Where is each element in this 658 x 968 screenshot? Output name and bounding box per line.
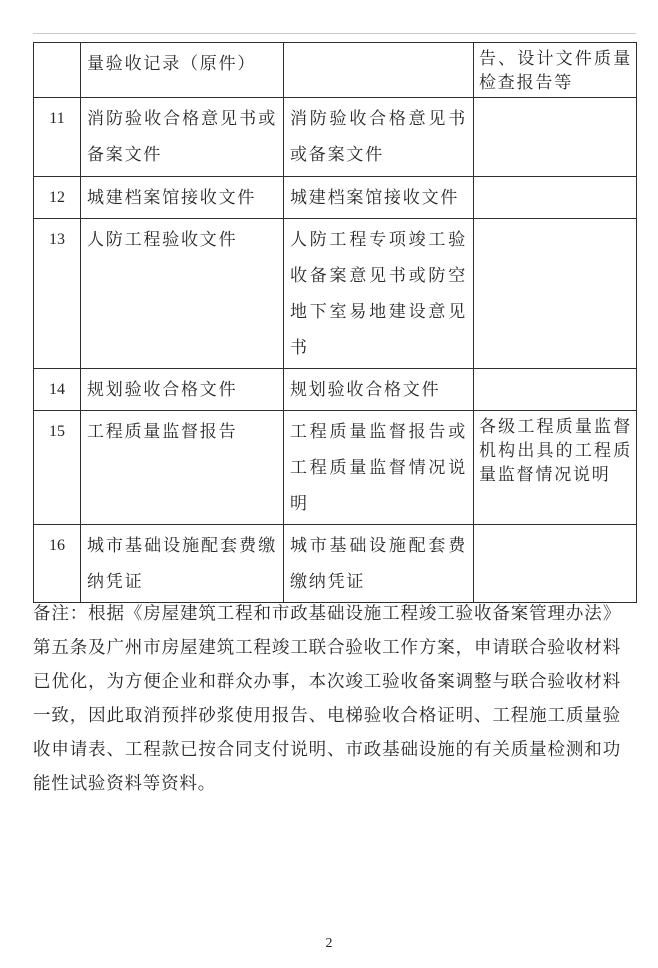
table-row — [34, 369, 637, 411]
material-name-cell: 城建档案馆接收文件 — [81, 177, 284, 219]
adjusted-material-cell — [284, 43, 474, 98]
row-number-cell: 11 — [34, 98, 81, 177]
remark-cell: 告、设计文件质量检查报告等 — [474, 43, 637, 98]
row-number-cell: 15 — [34, 411, 81, 525]
remark-cell: 各级工程质量监督机构出具的工程质量监督情况说明 — [474, 411, 637, 525]
adjusted-material-cell: 城市基础设施配套费缴纳凭证 — [284, 525, 474, 603]
materials-table — [33, 42, 637, 603]
material-name-cell: 量验收记录（原件） — [81, 43, 284, 98]
table-row — [34, 98, 637, 177]
remark-cell — [474, 98, 637, 177]
adjusted-material-cell: 工程质量监督报告或工程质量监督情况说明 — [284, 411, 474, 525]
material-name-cell: 消防验收合格意见书或备案文件 — [81, 98, 284, 177]
table-row — [34, 219, 637, 369]
table-row — [34, 43, 637, 98]
row-number-cell: 12 — [34, 177, 81, 219]
row-number-cell — [34, 43, 81, 98]
page-break-line — [33, 33, 636, 34]
table-row — [34, 177, 637, 219]
material-name-cell: 人防工程验收文件 — [81, 219, 284, 369]
row-number-cell: 14 — [34, 369, 81, 411]
material-name-cell: 规划验收合格文件 — [81, 369, 284, 411]
note-paragraph: 备注：根据《房屋建筑工程和市政基础设施工程竣工验收备案管理办法》第五条及广州市房屋建筑工程竣工联合验收工作方案，申请联合验收材料已优化，为方便企业和群众办事，本次竣工验收备案调整与联合验收材料一致，因此取消预拌砂浆使用报告、电梯验收合格证明、工程施工质量验收申请表、工程款已按合同支付说明、市政基础设施的有关质量检测和功能性试验资料等资料。 — [33, 603, 621, 793]
page-number: 2 — [325, 936, 333, 951]
remark-cell — [474, 525, 637, 603]
table-row — [34, 525, 637, 603]
remark-cell — [474, 177, 637, 219]
adjusted-material-cell: 城建档案馆接收文件 — [284, 177, 474, 219]
adjusted-material-cell: 人防工程专项竣工验收备案意见书或防空地下室易地建设意见书 — [284, 219, 474, 369]
adjusted-material-cell: 规划验收合格文件 — [284, 369, 474, 411]
table-row — [34, 411, 637, 525]
adjusted-material-cell: 消防验收合格意见书或备案文件 — [284, 98, 474, 177]
remark-cell — [474, 369, 637, 411]
remark-cell — [474, 219, 637, 369]
row-number-cell: 13 — [34, 219, 81, 369]
material-name-cell: 城市基础设施配套费缴纳凭证 — [81, 525, 284, 603]
material-name-cell: 工程质量监督报告 — [81, 411, 284, 525]
row-number-cell: 16 — [34, 525, 81, 603]
